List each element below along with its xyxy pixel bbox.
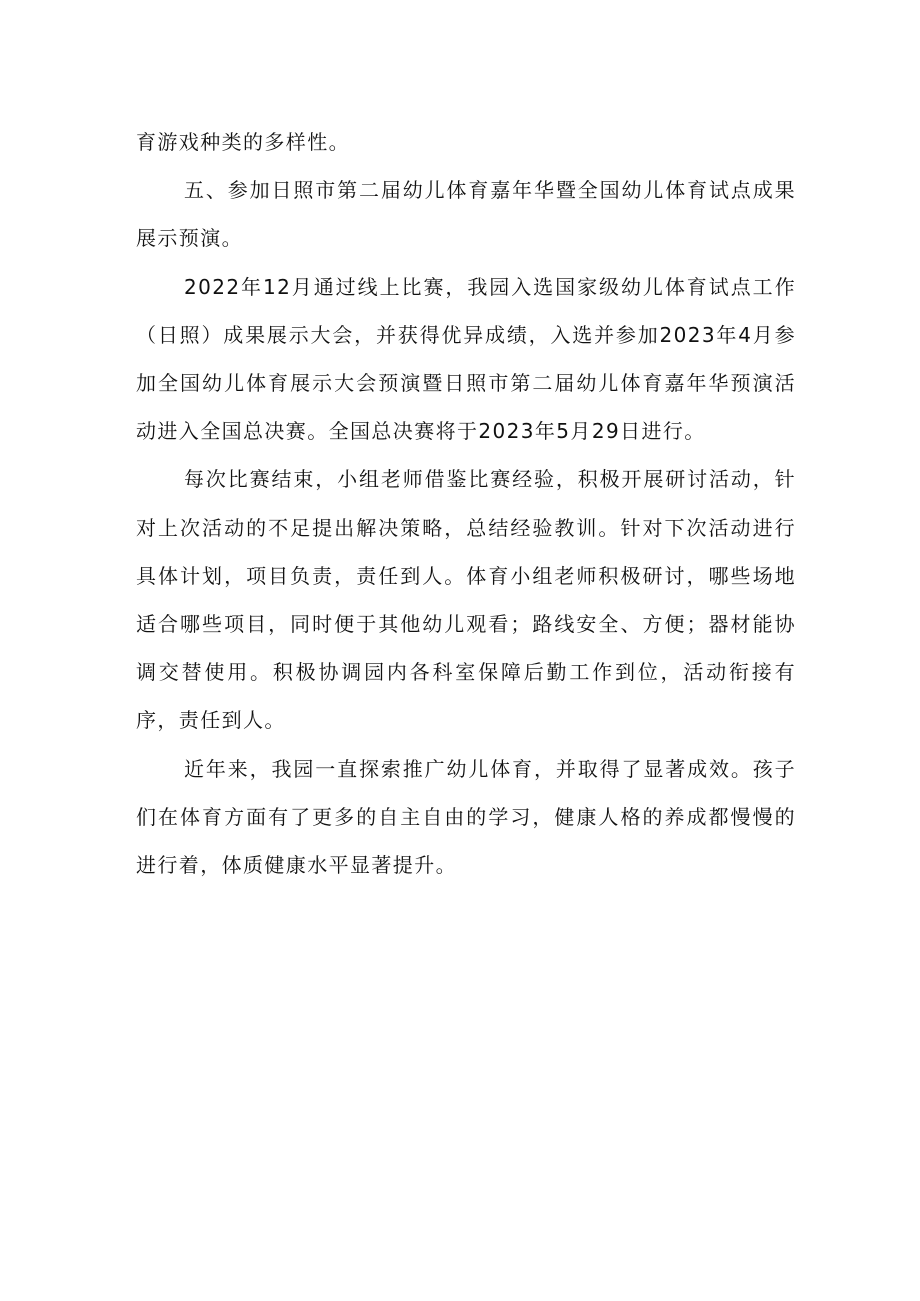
paragraph-competition-results: 2022年12月通过线上比赛，我园入选国家级幼儿体育试点工作（日照）成果展示大会，并获得优异成绩，入选并参加2023年4月参加全国幼儿体育展示大会预演暨日照市第二届幼儿体育嘉年华预演活动进入全国总决赛。全国总决赛将于2023年5月29日进行。: [136, 274, 796, 444]
paragraph-conclusion: 近年来，我园一直探索推广幼儿体育，并取得了显著成效。孩子们在体育方面有了更多的自主自由的学习，健康人格的养成都慢慢的进行着，体质健康水平显著提升。: [136, 756, 796, 878]
paragraph-section-five-heading: 五、参加日照市第二届幼儿体育嘉年华暨全国幼儿体育试点成果展示预演。: [136, 178, 796, 251]
document-body: [136, 118, 796, 889]
paragraph-post-competition-review: 每次比赛结束，小组老师借鉴比赛经验，积极开展研讨活动，针对上次活动的不足提出解决策略，总结经验教训。针对下次活动进行具体计划，项目负责，责任到人。体育小组老师积极研讨，哪些场地适合哪些项目，同时便于其他幼儿观看；路线安全、方便；器材能协调交替使用。积极协调园内各科室保障后勤工作到位，活动衔接有序，责任到人。: [136, 467, 796, 733]
paragraph-continuation: 育游戏种类的多样性。: [136, 130, 350, 154]
